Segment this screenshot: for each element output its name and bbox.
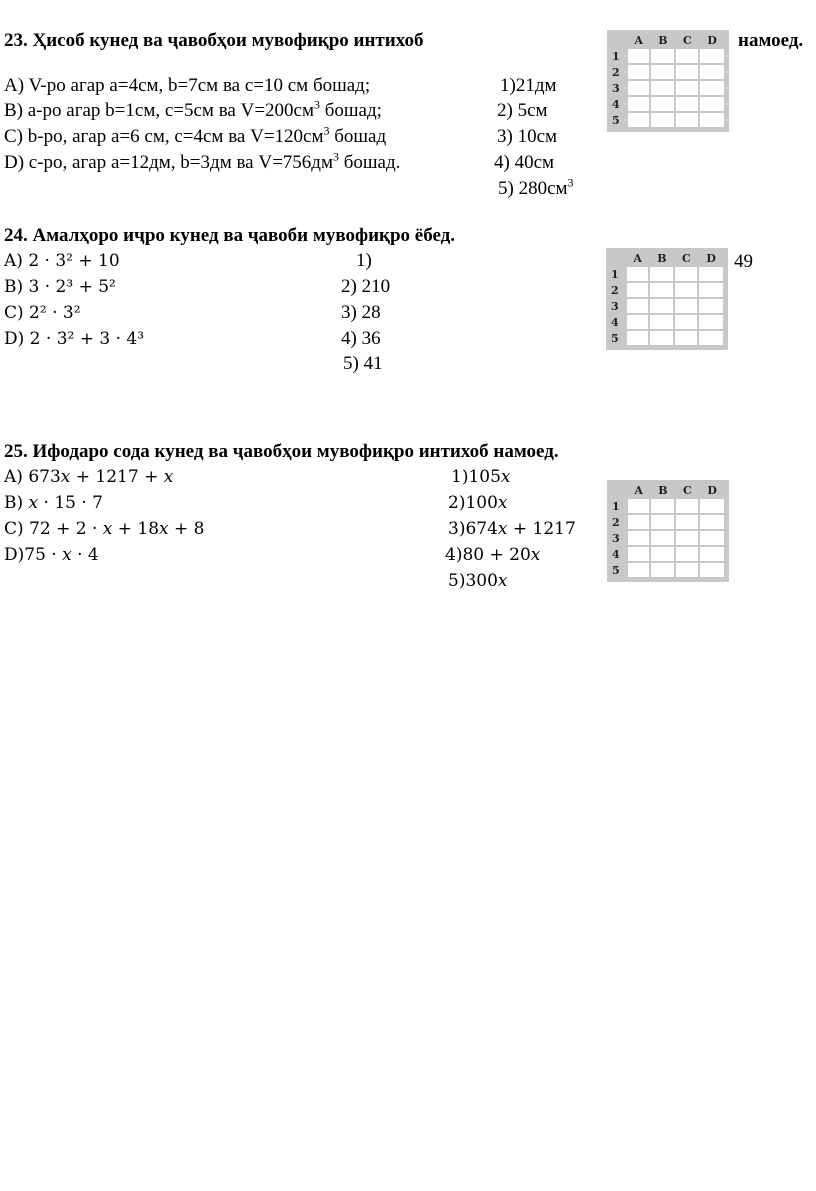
grid-answer-cell[interactable]	[651, 499, 674, 513]
grid-answer-cell[interactable]	[700, 65, 724, 79]
grid-answer-cell[interactable]	[675, 267, 697, 281]
q24-option-c: C) 2² · 3²	[4, 303, 81, 323]
grid-answer-cell[interactable]	[676, 547, 698, 561]
grid-answer-cell[interactable]	[676, 499, 698, 513]
q25-option-d: D)75 · 𝑥 · 4	[4, 545, 99, 565]
grid-row-header: 4	[612, 97, 626, 111]
grid-answer-cell[interactable]	[651, 81, 674, 95]
grid-answer-cell[interactable]	[700, 97, 724, 111]
grid-row-header: 2	[612, 65, 626, 79]
q23-option-a: A) V-ро агар a=4см, b=7см ва c=10 см бошад;	[4, 75, 371, 96]
grid-answer-cell[interactable]	[676, 563, 698, 577]
grid-answer-cell[interactable]	[700, 81, 724, 95]
grid-answer-cell[interactable]	[628, 97, 649, 111]
grid-answer-cell[interactable]	[628, 547, 649, 561]
grid-answer-cell[interactable]	[628, 563, 649, 577]
answer-grid-q23	[607, 30, 729, 132]
grid-answer-cell[interactable]	[699, 331, 723, 345]
grid-row-header: 4	[612, 547, 626, 561]
grid-col-header: A	[634, 484, 643, 497]
grid-col-header: C	[682, 34, 692, 47]
q24-answer-4: 4) 36	[341, 328, 381, 349]
q25-option-c: C) 72 + 2 · 𝑥 + 18𝑥 + 8	[4, 519, 205, 539]
grid-answer-cell[interactable]	[676, 531, 698, 545]
grid-row-header: 2	[611, 283, 625, 297]
grid-answer-cell[interactable]	[628, 531, 649, 545]
q23-option-b: B) a-ро агар b=1см, c=5см ва $V=200см^3$ бошад;	[4, 97, 382, 121]
q24-side-note: 49	[734, 251, 753, 272]
grid-answer-cell[interactable]	[627, 299, 648, 313]
grid-answer-cell[interactable]	[699, 315, 723, 329]
grid-answer-cell[interactable]	[627, 267, 648, 281]
q25-option-b: B) 𝑥 · 15 · 7	[4, 493, 103, 513]
q25-answer-5: 5)300𝑥	[448, 571, 508, 591]
grid-answer-cell[interactable]	[700, 547, 724, 561]
grid-answer-cell[interactable]	[700, 563, 724, 577]
q23-answer-1: 1)21дм	[500, 75, 557, 96]
grid-answer-cell[interactable]	[651, 65, 674, 79]
grid-corner	[611, 252, 625, 265]
q24-answer-2: 2) 210	[341, 276, 391, 297]
grid-answer-cell[interactable]	[700, 113, 724, 127]
grid-answer-cell[interactable]	[627, 315, 648, 329]
grid-answer-cell[interactable]	[676, 65, 698, 79]
grid-answer-cell[interactable]	[628, 49, 649, 63]
grid-answer-cell[interactable]	[651, 97, 674, 111]
grid-answer-cell[interactable]	[676, 97, 698, 111]
q24-title: 24. Амалҳоро иҷро кунед ва ҷавоби мувофиқро ёбед.	[4, 225, 456, 246]
grid-answer-cell[interactable]	[651, 49, 674, 63]
grid-answer-cell[interactable]	[700, 499, 724, 513]
grid-answer-cell[interactable]	[650, 299, 673, 313]
grid-answer-cell[interactable]	[650, 283, 673, 297]
answer-grid-q25	[607, 480, 729, 582]
grid-answer-cell[interactable]	[675, 315, 697, 329]
q25-answer-4: 4)80 + 20𝑥	[445, 545, 541, 565]
q24-answer-5: 5) 41	[343, 353, 383, 374]
grid-answer-cell[interactable]	[651, 531, 674, 545]
q24-option-d: D) 2 · 3² + 3 · 4³	[4, 329, 145, 349]
grid-col-header: D	[707, 34, 717, 47]
grid-col-header: C	[682, 484, 692, 497]
grid-answer-cell[interactable]	[650, 315, 673, 329]
grid-answer-cell[interactable]	[699, 267, 723, 281]
grid-row-header: 3	[611, 299, 625, 313]
q23-answer-5: 5) $280см^3$	[498, 175, 574, 199]
q25-answer-1: 1)105𝑥	[451, 467, 511, 487]
grid-answer-cell[interactable]	[700, 531, 724, 545]
q23-title-end: намоед.	[738, 30, 804, 51]
grid-row-header: 5	[611, 331, 625, 345]
grid-answer-cell[interactable]	[627, 283, 648, 297]
q24-answer-3: 3) 28	[341, 302, 381, 323]
grid-col-header: A	[633, 252, 642, 265]
q25-title: 25. Ифодаро сода кунед ва ҷавобҳои мувофиқро интихоб намоед.	[4, 441, 559, 462]
grid-answer-cell[interactable]	[675, 331, 697, 345]
q23-answer-3: 3) 10см	[497, 126, 558, 147]
q23-option-c: C) b-ро, агар a=6 см, c=4см ва $V=120см^3$ бошад	[4, 123, 387, 147]
grid-col-header: B	[658, 484, 668, 497]
grid-answer-cell[interactable]	[627, 331, 648, 345]
grid-answer-cell[interactable]	[676, 515, 698, 529]
grid-answer-cell[interactable]	[628, 515, 649, 529]
grid-answer-cell[interactable]	[628, 499, 649, 513]
grid-col-header: B	[658, 34, 668, 47]
grid-answer-cell[interactable]	[676, 49, 698, 63]
grid-answer-cell[interactable]	[651, 113, 674, 127]
grid-answer-cell[interactable]	[700, 49, 724, 63]
grid-row-header: 1	[612, 499, 626, 513]
grid-row-header: 5	[612, 563, 626, 577]
grid-row-header: 3	[612, 531, 626, 545]
q23-option-d: D) c-ро, агар a=12дм, b=3дм ва $V=756дм^3$ бошад.	[4, 149, 401, 173]
grid-row-header: 4	[611, 315, 625, 329]
q25-answer-2: 2)100𝑥	[448, 493, 508, 513]
grid-answer-cell[interactable]	[675, 283, 697, 297]
grid-answer-cell[interactable]	[651, 515, 674, 529]
q23-title: 23. Ҳисоб кунед ва ҷавобҳои мувофиқро интихоб	[4, 30, 424, 51]
grid-answer-cell[interactable]	[651, 547, 674, 561]
grid-col-header: A	[634, 34, 643, 47]
grid-answer-cell[interactable]	[628, 113, 649, 127]
grid-answer-cell[interactable]	[676, 81, 698, 95]
q23-answer-2: 2) 5см	[497, 100, 548, 121]
grid-row-header: 3	[612, 81, 626, 95]
q25-answer-3: 3)674𝑥 + 1217	[448, 519, 576, 539]
grid-answer-cell[interactable]	[699, 283, 723, 297]
grid-corner	[612, 484, 626, 497]
grid-answer-cell[interactable]	[676, 113, 698, 127]
grid-corner	[612, 34, 626, 47]
grid-answer-cell[interactable]	[700, 515, 724, 529]
grid-answer-cell[interactable]	[699, 299, 723, 313]
grid-answer-cell[interactable]	[650, 267, 673, 281]
q23-answer-4: 4) 40см	[494, 152, 555, 173]
grid-col-header: D	[706, 252, 716, 265]
grid-col-header: B	[657, 252, 667, 265]
grid-col-header: C	[681, 252, 691, 265]
q24-option-a: A) 2 · 3² + 10	[4, 251, 120, 271]
q24-option-b: B) 3 · 2³ + 5²	[4, 277, 116, 297]
grid-col-header: D	[707, 484, 717, 497]
grid-row-header: 5	[612, 113, 626, 127]
grid-row-header: 1	[612, 49, 626, 63]
grid-row-header: 2	[612, 515, 626, 529]
q24-answer-1: 1)	[356, 250, 372, 271]
grid-answer-cell[interactable]	[651, 563, 674, 577]
q25-option-a: A) 673𝑥 + 1217 + 𝑥	[4, 467, 174, 487]
grid-answer-cell[interactable]	[675, 299, 697, 313]
grid-answer-cell[interactable]	[628, 65, 649, 79]
grid-answer-cell[interactable]	[628, 81, 649, 95]
grid-answer-cell[interactable]	[650, 331, 673, 345]
grid-row-header: 1	[611, 267, 625, 281]
answer-grid-q24	[606, 248, 728, 350]
